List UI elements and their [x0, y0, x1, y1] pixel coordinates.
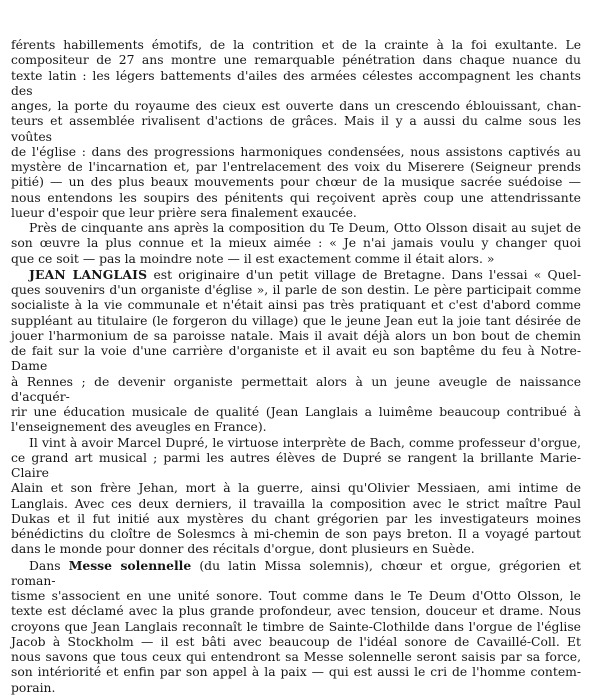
text-line: lueur d'espoir que leur prière sera finalement exaucée. [11, 205, 357, 220]
text-line: nous entendons les soupirs des pénitents qui reçoivent après coup une attendrissante [11, 190, 581, 205]
text-line: tisme s'associent en une unité sonore. Tout comme dans le Te Deum d'Otto Olsson, le [11, 589, 581, 603]
paragraph-dupre-studies [11, 436, 581, 558]
text-line [11, 267, 581, 283]
text-line: socialiste à la vie communale et n'était ainsi pas très pratiquant et c'est d'abord comme [11, 298, 581, 313]
text-line: pitié) — un des plus beaux mouvements pour chœur de la musique sacrée suédoise — [11, 175, 581, 190]
text-line: texte latin : les légers battements d'ailes des armées célestes accompagnent les chants des [11, 68, 581, 98]
text-line: de l'église : dans des progressions harmoniques condensées, nous assistons captivés au [11, 144, 581, 159]
text-line: teurs et assemblée rivalisent d'actions de grâces. Mais il y a aussi du calme sous les voûtes [11, 114, 581, 144]
text-fragment: Dans [29, 558, 69, 573]
text-line: Il vint à avoir Marcel Dupré, le virtuose interprète de Bach, comme professeur d'orgue, [29, 435, 581, 450]
text-line: son intériorité et enfin par son appel à la paix — qui est aussi le cri de l'homme contem- [11, 665, 581, 680]
text-line: Alain et son frère Jehan, mort à la guerre, ainsi qu'Olivier Messiaen, ami intime de [11, 481, 581, 496]
text-line: Langlais. Avec ces deux derniers, il travailla la composition avec le strict maître Paul [11, 496, 581, 511]
text-line: suppléant au titulaire (le forgeron du village) que le jeune Jean eut la joie tant désirée de [11, 313, 581, 328]
text-line: ce grand art musical ; parmi les autres élèves de Dupré se rangent la brillante Marie-Claire [11, 450, 581, 480]
paragraph-te-deum-description [11, 38, 581, 221]
text-line: ques souvenirs d'un organiste d'église », il parle de son destin. Le père participait comme [11, 283, 581, 297]
document-page [11, 38, 581, 696]
text-line: Jacob à Stockholm — il est bâti avec beaucoup de l'idéal sonore de Cavaillé-Coll. Et [11, 634, 581, 649]
text-fragment: (du latin Missa solemnis), chœur et orgue, grégorien et roman- [11, 558, 582, 588]
text-line: rir une éducation musicale de qualité (Jean Langlais a luimême beaucoup contribué à [11, 405, 581, 419]
text-line: Dukas et il fut initié aux mystères du chant grégorien par les investigateurs moines [11, 511, 581, 526]
text-line: jouer l'harmonium de sa paroisse natale. Mais il avait déjà alors un bon bout de chemin [11, 328, 581, 343]
text-line: compositeur de 27 ans montre une remarquable pénétration dans chaque nuance du [11, 53, 581, 68]
text-line: porain. [11, 680, 56, 695]
text-line: bénédictins du cloître de Solesmcs à mi-chemin de son pays breton. Il a voyagé partout [11, 527, 581, 541]
paragraph-jean-langlais-intro [11, 267, 581, 436]
work-title: Messe solennelle [68, 557, 192, 573]
text-line [11, 558, 581, 590]
text-line: que ce soit — pas la moindre note — il est exactement comme il était alors. » [11, 251, 495, 266]
text-line: son œuvre la plus connue et la mieux aimée : « Je n'ai jamais voulu y changer quoi [11, 236, 581, 251]
text-line: mystère de l'incarnation et, par l'entrelacement des voix du Miserere (Seigneur prends [11, 160, 581, 174]
text-line: texte est déclamé avec la plus grande profondeur, avec tension, douceur et drame. Nous [11, 604, 581, 619]
paragraph-messe-solennelle [11, 558, 581, 696]
text-line: férents habillements émotifs, de la contrition et de la crainte à la foi exultante. Le [11, 38, 581, 52]
composer-name: JEAN LANGLAIS [29, 266, 148, 282]
text-line: anges, la porte du royaume des cieux est ouverte dans un crescendo éblouissant, chan- [11, 99, 581, 113]
text-line: dans le monde pour donner des récitals d'orgue, dont plusieurs en Suède. [11, 542, 475, 557]
text-line: nous savons que tous ceux qui entendront sa Messe solennelle seront saisis par sa force, [11, 650, 581, 664]
text-line: Près de cinquante ans après la composition du Te Deum, Otto Olsson disait au sujet de [29, 221, 581, 235]
paragraph-olsson-quote [11, 221, 581, 267]
text-line: l'enseignement des aveugles en France). [11, 420, 267, 435]
text-fragment: est originaire d'un petit village de Bretagne. Dans l'essai « Quel- [147, 267, 581, 282]
text-line: croyons que Jean Langlais reconnaît le timbre de Sainte-Clothilde dans l'orgue de l'église [11, 619, 581, 634]
text-line: à Rennes ; de devenir organiste permettait alors à un jeune aveugle de naissance d'acquér- [11, 374, 581, 404]
text-line: de fait sur la voie d'une carrière d'organiste et il avait eu son baptême du feu à Notre-Dame [11, 344, 581, 374]
